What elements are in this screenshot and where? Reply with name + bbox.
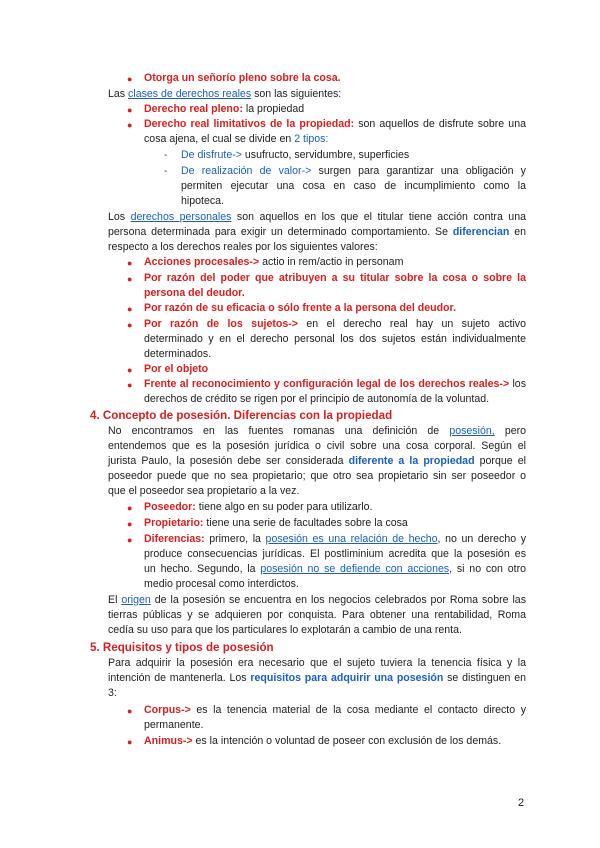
bullet-icon: ● bbox=[127, 304, 133, 314]
bullet-item: Por el objeto bbox=[144, 363, 209, 375]
text-line: medio procesal como interdictos. bbox=[144, 578, 299, 590]
bullet-item: Diferencias: primero, la posesión es una relación de hecho, no un derecho y bbox=[144, 533, 526, 545]
bullet-item: Por razón del poder que atribuyen a su titular sobre la cosa o sobre la bbox=[144, 272, 526, 284]
text-line: poseedor puede que no sea propietario; que otro sea propietario sin ser poseedor o bbox=[108, 470, 526, 482]
text-line: produce consecuencias jurídicas. El postliminium acredita que la posesión es bbox=[144, 548, 526, 560]
bullet-icon: ● bbox=[127, 519, 133, 529]
paragraph-clases: Las clases de derechos reales son las siguientes: bbox=[108, 88, 342, 100]
section-heading-5: 5. Requisitos y tipos de posesión bbox=[90, 641, 274, 654]
bullet-item: Por razón de su eficacia o sólo frente a la persona del deudor. bbox=[144, 302, 457, 314]
bullet-item: Derecho real limitativos de la propiedad: son aquellos de disfrute sobre una bbox=[144, 118, 526, 130]
sub-item: De disfrute-> usufructo, servidumbre, superficies bbox=[181, 149, 410, 161]
page-number: 2 bbox=[518, 797, 525, 809]
bullet-item: Otorga un señorío pleno sobre la cosa. bbox=[144, 72, 341, 84]
bullet-icon: ● bbox=[127, 365, 133, 375]
dash-icon: - bbox=[164, 149, 168, 161]
text-line: permanente. bbox=[144, 719, 204, 731]
bullet-icon: ● bbox=[127, 105, 133, 115]
bullet-item: Propietario: tiene una serie de facultades sobre la cosa bbox=[144, 517, 408, 529]
bullet-icon: ● bbox=[127, 535, 133, 545]
paragraph-requisitos: Para adquirir la posesión era necesario que el sujeto tuviera la tenencia física y la bbox=[108, 657, 526, 669]
text-line: permiten ejecutar una cosa en caso de incumplimiento como la bbox=[181, 180, 526, 192]
text-line: determinados. bbox=[144, 348, 212, 360]
bullet-item: Animus-> es la intención o voluntad de poseer con exclusión de los demás. bbox=[144, 735, 502, 747]
bullet-icon: ● bbox=[127, 274, 133, 284]
text-line: cedía su uso para que los particulares lo explotarán a cambio de una renta. bbox=[108, 624, 462, 636]
bullet-item: Frente al reconocimiento y configuración legal de los derechos reales-> los bbox=[144, 378, 526, 390]
bullet-item: Poseedor: tiene algo en su poder para utilizarlo. bbox=[144, 501, 373, 513]
section-heading-4: 4. Concepto de posesión. Diferencias con la propiedad bbox=[90, 409, 393, 422]
text-line: jurista Paulo, la posesión debe ser considerada diferente a la propiedad porque el bbox=[108, 455, 526, 467]
text-line: que el poseedor sea propietario a la vez. bbox=[108, 485, 300, 497]
bullet-item: Por razón de los sujetos-> en el derecho real hay un sujeto activo bbox=[144, 318, 526, 330]
text-line: 3: bbox=[108, 687, 117, 699]
link-posesion-relacion-hecho[interactable]: posesión es una relación de hecho bbox=[265, 533, 438, 545]
text-line: persona del deudor. bbox=[144, 287, 245, 299]
dash-icon: - bbox=[164, 165, 168, 177]
text-line: un hecho. Segundo, la posesión no se defiende con acciones, si no con otro bbox=[144, 563, 526, 575]
text-line: hipoteca. bbox=[181, 195, 224, 207]
text-line: persona determinada para exigir un determinado comportamiento. Se diferencian en bbox=[108, 226, 526, 238]
bullet-icon: ● bbox=[127, 320, 133, 330]
text-line: intención de mantenerla. Los requisitos para adquirir una posesión se distinguen en bbox=[108, 672, 526, 684]
text-line: tierras públicas y se adquieren por conquista. Para obtener una rentabilidad, Roma bbox=[108, 609, 526, 621]
bullet-icon: ● bbox=[127, 737, 133, 747]
paragraph-personales: Los derechos personales son aquellos en los que el titular tiene acción contra una bbox=[108, 211, 526, 223]
text-line: respecto a los derechos reales por los siguientes valores: bbox=[108, 241, 378, 253]
sub-item: De realización de valor-> surgen para garantizar una obligación y bbox=[181, 165, 526, 177]
bullet-icon: ● bbox=[127, 380, 133, 390]
text-line: derechos de crédito se rigen por el principio de autonomía de la voluntad. bbox=[144, 393, 490, 405]
bullet-icon: ● bbox=[127, 120, 133, 130]
bullet-icon: ● bbox=[127, 258, 133, 268]
link-derechos-personales[interactable]: derechos personales bbox=[130, 211, 232, 223]
link-origen[interactable]: origen bbox=[121, 594, 151, 606]
bullet-icon: ● bbox=[127, 706, 133, 716]
bullet-item: Derecho real pleno: la propiedad bbox=[144, 103, 305, 115]
text-line: entendemos que es la posesión jurídica o civil sobre una cosa corporal. Según el bbox=[108, 440, 526, 452]
bullet-item: Acciones procesales-> actio in rem/actio in personam bbox=[144, 256, 404, 268]
paragraph-origen: El origen de la posesión se encuentra en los negocios celebrados por Roma sobre las bbox=[108, 594, 526, 606]
paragraph-posesion: No encontramos en las fuentes romanas una definición de posesión, pero bbox=[108, 425, 527, 437]
text-line: determinado y en el derecho personal los dos sujetos están individualmente bbox=[144, 333, 526, 345]
text-line: cosa ajena, el cual se divide en 2 tipos: bbox=[144, 133, 329, 145]
link-posesion[interactable]: posesión, bbox=[449, 425, 495, 437]
bullet-item: Corpus-> es la tenencia material de la cosa mediante el contacto directo y bbox=[144, 704, 526, 716]
bullet-icon: ● bbox=[127, 503, 133, 513]
link-clases-derechos-reales[interactable]: clases de derechos reales bbox=[128, 88, 252, 100]
bullet-icon: ● bbox=[127, 74, 133, 84]
link-posesion-no-se-defiende[interactable]: posesión no se defiende con acciones bbox=[260, 563, 450, 575]
